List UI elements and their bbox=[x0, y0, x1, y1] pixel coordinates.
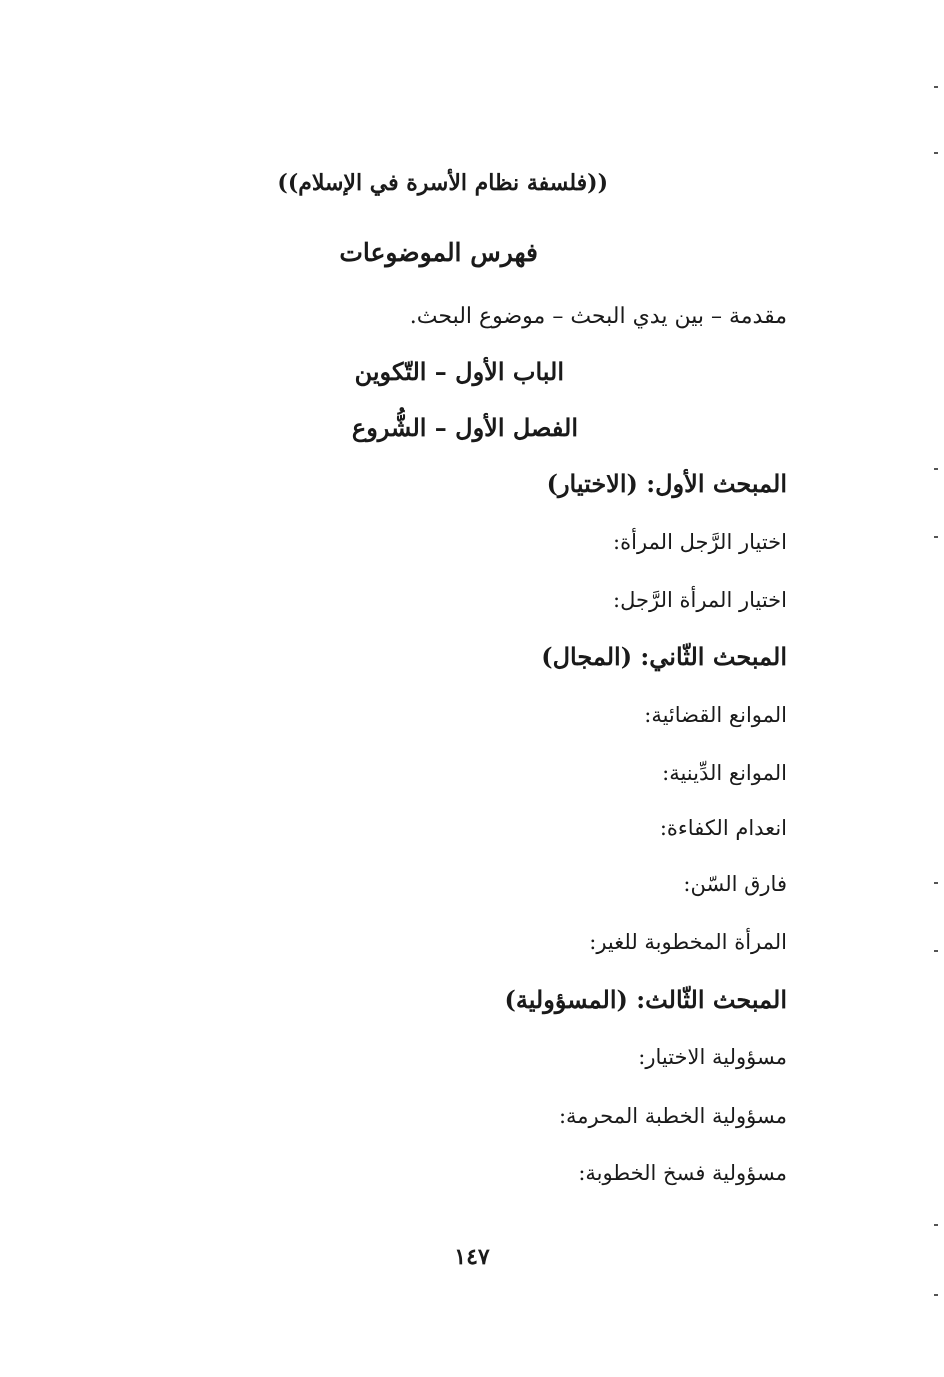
scan-speck bbox=[934, 1224, 938, 1226]
toc-item: الموانع القضائية: bbox=[644, 703, 787, 727]
scan-speck bbox=[934, 468, 938, 470]
intro-line: مقدمة – بين يدي البحث – موضوع البحث. bbox=[409, 304, 787, 329]
toc-item: اختيار المرأة الرَّجل: bbox=[613, 588, 787, 612]
scan-speck bbox=[934, 152, 938, 154]
section-heading-3: المبحث الثّالث: (المسؤولية) bbox=[504, 985, 787, 1014]
toc-item: مسؤولية فسخ الخطوبة: bbox=[578, 1161, 787, 1185]
book-title-header: ((فلسفة نظام الأسرة في الإسلام)) bbox=[277, 170, 608, 196]
chapter-heading: الفصل الأول – الشُّروع bbox=[351, 413, 578, 442]
toc-item: فارق السّن: bbox=[683, 872, 787, 896]
toc-item: انعدام الكفاءة: bbox=[659, 816, 787, 840]
section-heading-1: المبحث الأول: (الاختيار) bbox=[546, 469, 787, 498]
index-title: فهرس الموضوعات bbox=[339, 238, 538, 267]
scan-speck bbox=[934, 950, 938, 952]
scan-speck bbox=[934, 882, 938, 884]
scan-speck bbox=[934, 1294, 938, 1296]
page-number: ١٤٧ bbox=[454, 1244, 490, 1270]
section-heading-2: المبحث الثّاني: (المجال) bbox=[541, 642, 787, 671]
toc-item: مسؤولية الخطبة المحرمة: bbox=[558, 1104, 787, 1128]
toc-item: مسؤولية الاختيار: bbox=[638, 1045, 787, 1069]
toc-item: اختيار الرَّجل المرأة: bbox=[613, 530, 787, 554]
toc-item: المرأة المخطوبة للغير: bbox=[589, 930, 787, 954]
part-heading: الباب الأول – التّكوين bbox=[354, 357, 564, 386]
scan-speck bbox=[934, 536, 938, 538]
toc-item: الموانع الدِّينية: bbox=[662, 761, 787, 785]
scan-speck bbox=[934, 86, 938, 88]
